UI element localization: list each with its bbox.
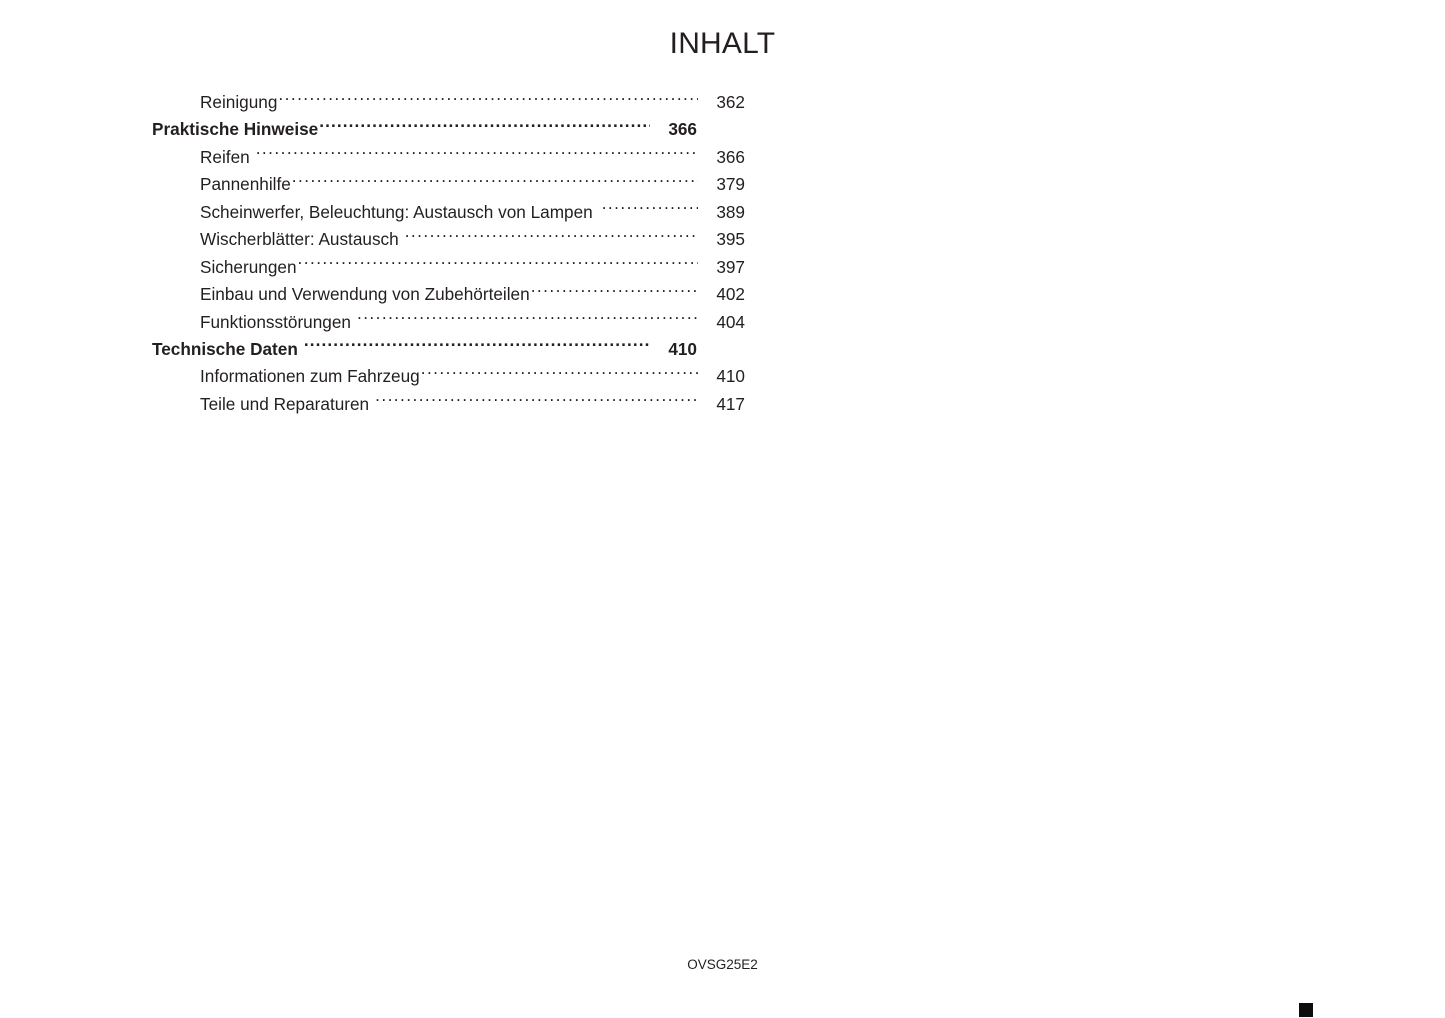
toc-entry[interactable] — [152, 281, 745, 308]
toc-entry[interactable] — [152, 226, 745, 253]
footer-document-code: OVSG25E2 — [687, 957, 758, 972]
toc-dot-leader — [278, 91, 698, 108]
toc-entry[interactable] — [152, 309, 745, 336]
toc-dot-leader — [304, 338, 650, 355]
toc-entry[interactable] — [152, 363, 745, 390]
toc-dot-leader — [531, 283, 698, 300]
toc-entry-label: Sicherungen — [200, 256, 297, 277]
toc-entry[interactable] — [152, 89, 745, 116]
toc-entry-label: Einbau und Verwendung von Zubehörteilen — [200, 284, 530, 305]
toc-entry-page-number: 410 — [716, 366, 745, 387]
table-of-contents — [152, 89, 745, 418]
toc-entry-label: Teile und Reparaturen — [200, 393, 370, 414]
toc-entry-page-number: 397 — [716, 256, 745, 277]
toc-entry-page-number: 366 — [716, 146, 745, 167]
toc-entry-page-number: 410 — [668, 338, 697, 359]
toc-entry-page-number: 362 — [716, 92, 745, 112]
toc-entry[interactable] — [152, 254, 745, 281]
toc-entry[interactable] — [152, 199, 745, 226]
toc-entry[interactable] — [152, 116, 697, 143]
toc-dot-leader — [405, 228, 698, 245]
toc-entry-page-number: 379 — [716, 174, 745, 195]
corner-marker-square — [1299, 1003, 1313, 1017]
page-title: INHALT — [669, 27, 776, 60]
toc-entry-label: Funktionsstörungen — [200, 311, 351, 332]
toc-entry-label: Praktische Hinweise — [152, 119, 319, 140]
toc-entry-page-number: 395 — [716, 229, 745, 250]
toc-entry-label: Wischerblätter: Austausch — [200, 229, 399, 250]
toc-entry-page-number: 366 — [668, 119, 697, 140]
toc-entry-label: Reinigung — [200, 92, 278, 112]
toc-dot-leader — [319, 118, 650, 135]
toc-entry-label: Informationen zum Fahrzeug — [200, 366, 420, 387]
toc-entry-page-number: 417 — [716, 393, 745, 414]
toc-entry-page-number: 402 — [716, 284, 745, 305]
toc-dot-leader — [256, 146, 698, 163]
toc-dot-leader — [357, 310, 698, 327]
toc-dot-leader — [375, 393, 698, 410]
toc-entry-label: Technische Daten — [152, 338, 298, 359]
toc-entry-label: Scheinwerfer, Beleuchtung: Austausch von Lampen — [200, 201, 593, 222]
toc-entry-page-number: 404 — [716, 311, 745, 332]
toc-dot-leader — [298, 255, 698, 272]
toc-entry[interactable] — [152, 171, 745, 198]
toc-entry-label: Reifen — [200, 146, 250, 167]
toc-dot-leader — [292, 173, 698, 190]
toc-entry-label: Pannenhilfe — [200, 174, 291, 195]
toc-entry[interactable] — [152, 391, 745, 418]
toc-entry-page-number: 389 — [716, 201, 745, 222]
toc-entry[interactable] — [152, 144, 745, 171]
toc-entry[interactable] — [152, 336, 697, 363]
toc-dot-leader — [602, 201, 698, 218]
toc-dot-leader — [421, 365, 698, 382]
